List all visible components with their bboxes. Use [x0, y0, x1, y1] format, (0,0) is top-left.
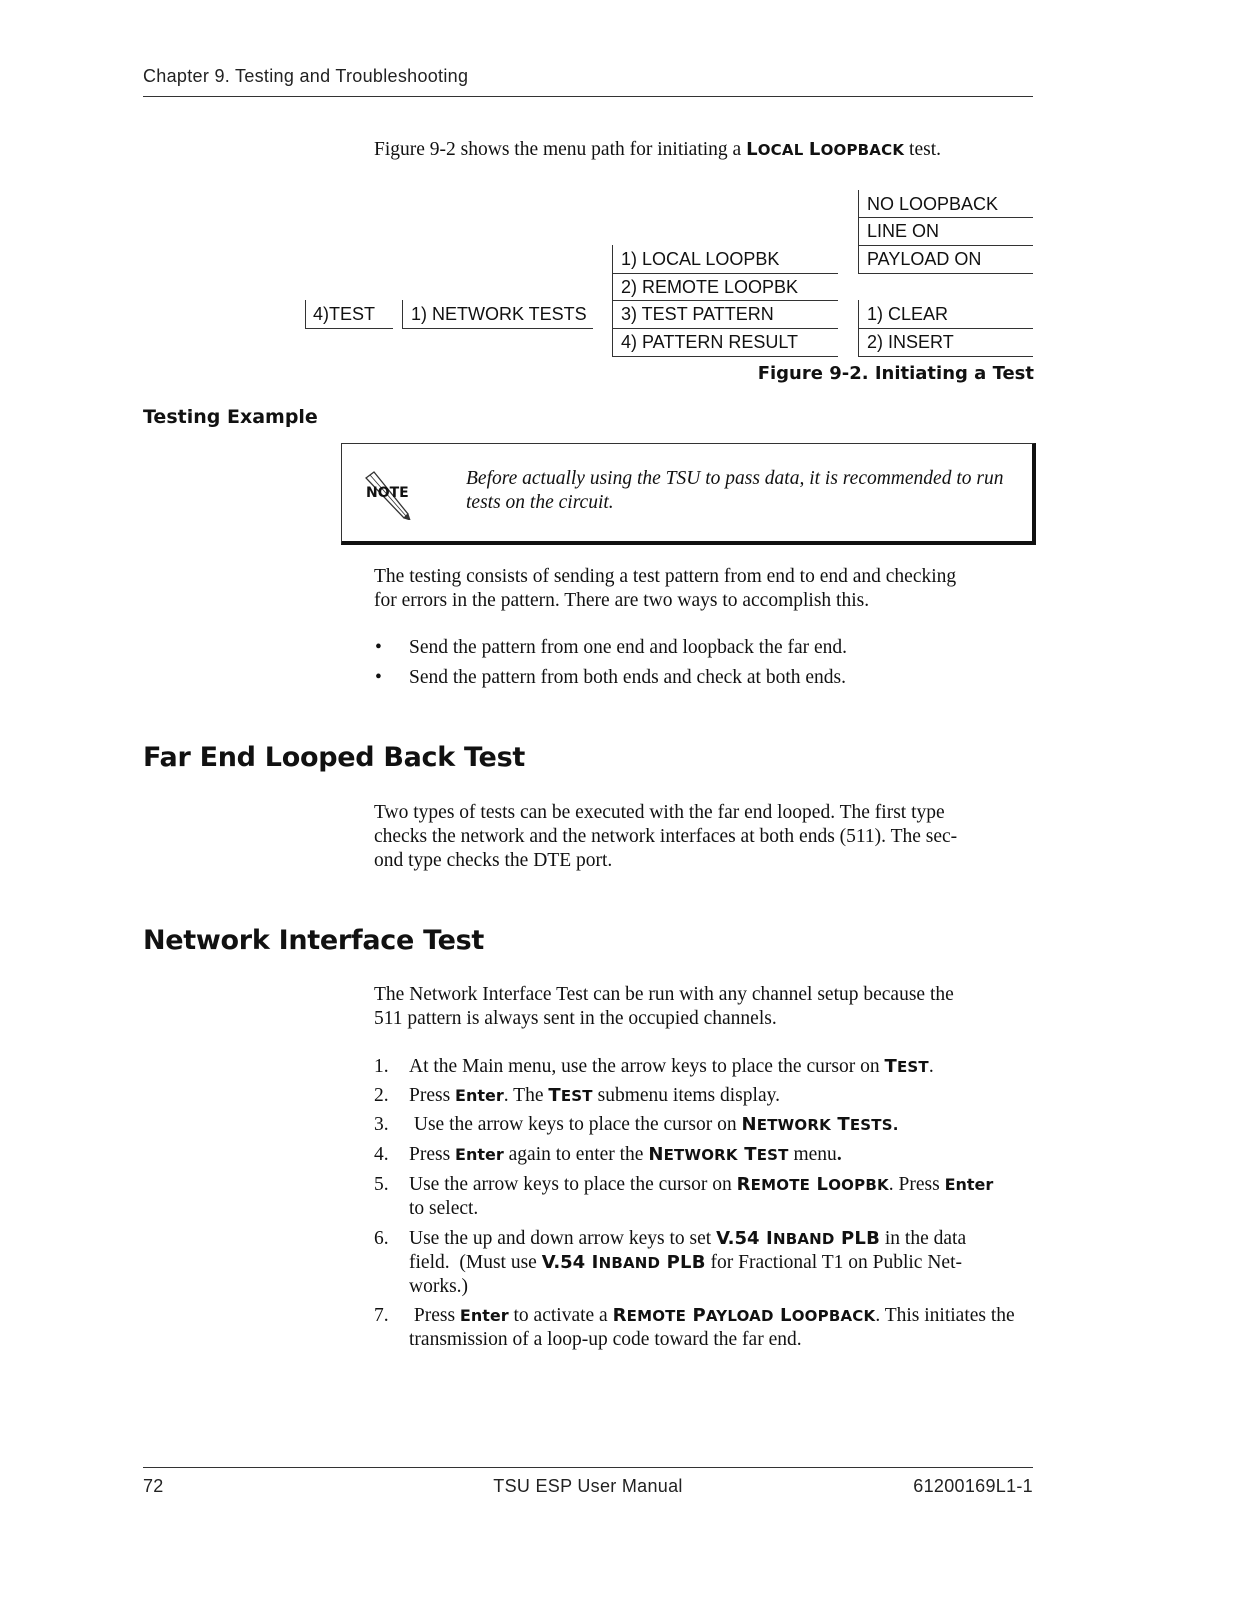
document-number: 61200169L1-1	[913, 1476, 1033, 1496]
step-number: 3.	[374, 1114, 389, 1135]
step-6: Use the up and down arrow keys to set V.54 INBAND PLB in the data	[409, 1228, 967, 1249]
ni-line-1: The Network Interface Test can be run with any channel setup because the	[374, 984, 954, 1005]
list-item: Send the pattern from one end and loopback the far end.	[409, 637, 848, 658]
svg-text:NOTE: NOTE	[366, 485, 409, 501]
step-number: 5.	[374, 1174, 389, 1195]
note-line-1: Before actually using the TSU to pass data, it is recommended to run	[466, 468, 1004, 489]
menu-item-pattern-result: 4) PATTERN RESULT	[621, 332, 799, 352]
step-2: Press Enter. The TEST submenu items display.	[409, 1085, 780, 1106]
step-number: 4.	[374, 1144, 389, 1165]
figure-caption: Figure 9-2. Initiating a Test	[757, 363, 1034, 384]
footer-title: TSU ESP User Manual	[493, 1476, 683, 1496]
step-6-cont-2: works.)	[409, 1276, 469, 1297]
footer-rule	[143, 1467, 1033, 1468]
note-box	[341, 443, 1036, 545]
step-7-cont: transmission of a loop-up code toward the far end.	[409, 1329, 802, 1350]
section-heading-network-interface: Network Interface Test	[143, 925, 484, 956]
bullet-icon: •	[375, 637, 382, 658]
menu-item-line-on: LINE ON	[867, 221, 940, 241]
page-number: 72	[143, 1476, 164, 1496]
step-number: 1.	[374, 1056, 389, 1077]
header-rule	[143, 96, 1033, 97]
menu-item-test-pattern: 3) TEST PATTERN	[621, 304, 774, 324]
list-item: Send the pattern from both ends and check at both ends.	[409, 667, 847, 688]
section-heading-far-end: Far End Looped Back Test	[143, 742, 525, 773]
step-3: Use the arrow keys to place the cursor on NETWORK TESTS.	[409, 1114, 899, 1135]
bullet-icon: •	[375, 667, 382, 688]
step-1: At the Main menu, use the arrow keys to place the cursor on TEST.	[409, 1056, 934, 1077]
far-end-line-1: Two types of tests can be executed with the far end looped. The first type	[374, 802, 945, 823]
far-end-line-3: ond type checks the DTE port.	[374, 850, 613, 871]
step-5-cont: to select.	[409, 1198, 479, 1219]
figure-intro: Figure 9-2 shows the menu path for initiating a LOCAL LOOPBACK test.	[374, 139, 941, 160]
step-4: Press Enter again to enter the NETWORK TEST menu.	[409, 1144, 842, 1165]
testing-para-line-2: for errors in the pattern. There are two ways to accomplish this.	[374, 590, 870, 611]
menu-item-test: 4)TEST	[313, 304, 376, 324]
note-icon	[360, 470, 412, 520]
step-6-cont: field. (Must use V.54 INBAND PLB for Fractional T1 on Public Net-	[409, 1252, 962, 1273]
far-end-line-2: checks the network and the network interfaces at both ends (511). The sec-	[374, 826, 958, 847]
menu-item-no-loopback: NO LOOPBACK	[867, 194, 999, 214]
menu-item-local-loopbk: 1) LOCAL LOOPBK	[621, 249, 780, 269]
menu-item-remote-loopbk: 2) REMOTE LOOPBK	[621, 277, 799, 297]
menu-item-payload-on: PAYLOAD ON	[867, 249, 982, 269]
step-5: Use the arrow keys to place the cursor on REMOTE LOOPBK. Press Enter	[409, 1174, 994, 1195]
menu-item-network-tests: 1) NETWORK TESTS	[411, 304, 587, 324]
section-heading-testing-example: Testing Example	[143, 406, 318, 428]
note-line-2: tests on the circuit.	[466, 492, 614, 513]
step-7: Press Enter to activate a REMOTE PAYLOAD LOOPBACK. This initiates the	[409, 1305, 1015, 1326]
testing-para-line-1: The testing consists of sending a test pattern from end to end and checking	[374, 566, 957, 587]
menu-item-clear: 1) CLEAR	[867, 304, 949, 324]
step-number: 6.	[374, 1228, 389, 1249]
running-header: Chapter 9. Testing and Troubleshooting	[143, 66, 469, 86]
ni-line-2: 511 pattern is always sent in the occupied channels.	[374, 1008, 777, 1029]
menu-item-insert: 2) INSERT	[867, 332, 954, 352]
step-number: 7.	[374, 1305, 389, 1326]
step-number: 2.	[374, 1085, 389, 1106]
